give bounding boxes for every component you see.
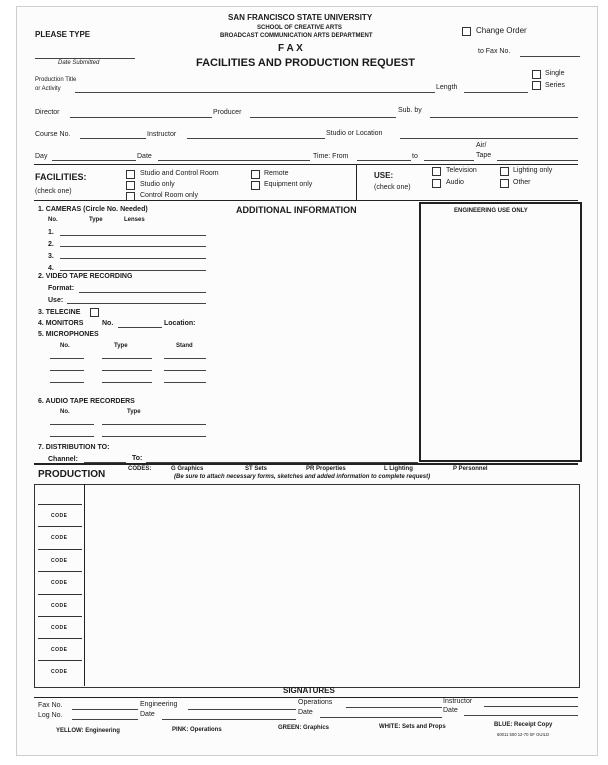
control-room-only-label: Control Room only — [140, 192, 198, 199]
or-activity-label: or Activity — [35, 86, 61, 92]
lighting-only-checkbox[interactable] — [500, 167, 509, 176]
engineering-sig-line[interactable] — [188, 709, 296, 710]
codes-label: CODES: — [128, 466, 152, 472]
camera-row-1: 1. — [48, 229, 54, 236]
monitors-label: 4. MONITORS — [38, 320, 84, 327]
course-no-line[interactable] — [80, 138, 146, 139]
equipment-only-label: Equipment only — [264, 181, 313, 188]
signatures-rule — [34, 697, 578, 698]
time-from-label: Time: From — [313, 153, 349, 160]
engineering-use-box — [419, 202, 582, 462]
code-graphics: G Graphics — [171, 466, 204, 472]
director-line[interactable] — [70, 117, 212, 118]
telecine-checkbox[interactable] — [90, 308, 99, 317]
operations-date-line[interactable] — [320, 717, 442, 718]
log-no-line[interactable] — [72, 719, 138, 720]
fax-no-label: Fax No. — [38, 702, 63, 709]
camera-line-2[interactable] — [60, 246, 206, 247]
sub-by-line[interactable] — [430, 117, 578, 118]
instructor-sig-line[interactable] — [484, 706, 578, 707]
television-label: Television — [446, 167, 477, 174]
day-line[interactable] — [52, 160, 136, 161]
code-cell-label: CODE — [51, 513, 68, 519]
producer-line[interactable] — [250, 117, 396, 118]
production-note: (Be sure to attach necessary forms, sketches and added information to complete request) — [174, 474, 431, 480]
fax-no-line[interactable] — [72, 709, 138, 710]
length-label: Length — [436, 84, 458, 91]
mic-no-header: No. — [60, 343, 70, 349]
cameras-type-header: Type — [89, 217, 103, 223]
change-order-label: Change Order — [476, 26, 527, 35]
code-lighting: L Lighting — [384, 466, 413, 472]
change-order-checkbox[interactable] — [462, 27, 471, 36]
time-to-label: to — [412, 153, 418, 160]
date-submitted-line[interactable] — [35, 58, 135, 59]
cameras-lenses-header: Lenses — [124, 217, 145, 223]
date-label: Date — [137, 153, 152, 160]
monitors-no-label: No. — [102, 320, 114, 327]
to-fax-no-label: to Fax No. — [478, 48, 511, 55]
vtr-use-label: Use: — [48, 297, 64, 304]
studio-control-room-label: Studio and Control Room — [140, 170, 219, 177]
tape-label: Tape — [476, 152, 492, 159]
form-number: 60011 500 12-70 SF GUILD — [497, 733, 549, 738]
use-divider — [356, 164, 357, 200]
camera-line-1[interactable] — [60, 235, 206, 236]
code-cell[interactable] — [38, 526, 82, 548]
television-checkbox[interactable] — [432, 167, 441, 176]
air-tape-line[interactable] — [497, 160, 578, 161]
microphones-heading: 5. MICROPHONES — [38, 331, 99, 338]
atr-type-header: Type — [127, 409, 141, 415]
series-label: Series — [545, 82, 565, 89]
length-line[interactable] — [464, 92, 528, 93]
other-checkbox[interactable] — [500, 179, 509, 188]
code-cell-label: CODE — [51, 625, 68, 631]
facilities-top-rule — [34, 164, 578, 165]
mic-stand-line[interactable] — [164, 382, 206, 383]
audio-label: Audio — [446, 179, 464, 186]
code-cell-label: CODE — [51, 535, 68, 541]
distribution-to-label: To: — [132, 455, 143, 462]
production-label: PRODUCTION — [38, 469, 106, 480]
studio-control-room-checkbox[interactable] — [126, 170, 135, 179]
white-copy-label: WHITE: Sets and Props — [379, 724, 446, 730]
operations-sig-label: Operations — [298, 699, 333, 706]
lighting-only-label: Lighting only — [513, 167, 553, 174]
instructor-date-label: Date — [443, 707, 458, 714]
cameras-heading: 1. CAMERAS (Circle No. Needed) — [38, 206, 148, 213]
camera-row-3: 3. — [48, 253, 54, 260]
air-label: Air/ — [476, 142, 487, 149]
production-title-label: Production Title — [35, 77, 77, 83]
engineering-sig-label: Engineering — [140, 701, 178, 708]
code-cell[interactable] — [38, 549, 82, 571]
format-line[interactable] — [79, 292, 206, 293]
instructor-label: Instructor — [147, 131, 177, 138]
camera-line-4[interactable] — [60, 270, 206, 271]
facilities-check-one: (check one) — [35, 188, 72, 195]
mic-no-line[interactable] — [50, 358, 84, 359]
atr-no-line[interactable] — [50, 436, 94, 437]
atr-type-line[interactable] — [102, 436, 206, 437]
other-label: Other — [513, 179, 531, 186]
audio-checkbox[interactable] — [432, 179, 441, 188]
vtr-heading: 2. VIDEO TAPE RECORDING — [38, 273, 133, 280]
use-check-one: (check one) — [374, 184, 411, 191]
instructor-date-line[interactable] — [464, 715, 578, 716]
single-label: Single — [545, 70, 565, 77]
form-title: FACILITIES AND PRODUCTION REQUEST — [196, 57, 415, 69]
date-submitted-label: Date Submitted — [58, 60, 100, 66]
cameras-no-header: No. — [48, 217, 58, 223]
mic-no-line[interactable] — [50, 382, 84, 383]
code-cell-label: CODE — [51, 647, 68, 653]
pink-copy-label: PINK: Operations — [172, 727, 222, 733]
date-line[interactable] — [158, 160, 310, 161]
yellow-copy-label: YELLOW: Engineering — [56, 728, 120, 734]
code-cell[interactable] — [38, 571, 82, 593]
remote-label: Remote — [264, 170, 289, 177]
code-cell[interactable] — [38, 616, 82, 638]
atr-no-line[interactable] — [50, 424, 94, 425]
remote-checkbox[interactable] — [251, 170, 260, 179]
course-no-label: Course No. — [35, 131, 71, 138]
vtr-use-line[interactable] — [67, 303, 206, 304]
engineering-date-line[interactable] — [162, 719, 296, 720]
fax-heading: F A X — [278, 43, 303, 54]
monitors-location-label: Location: — [164, 320, 196, 327]
code-cell-label: CODE — [51, 558, 68, 564]
code-column-divider — [84, 484, 85, 686]
blue-copy-label: BLUE: Receipt Copy — [494, 722, 553, 728]
audio-tape-recorders-heading: 6. AUDIO TAPE RECORDERS — [38, 398, 135, 405]
signatures-heading: SIGNATURES — [283, 686, 335, 695]
production-title-line[interactable] — [75, 92, 435, 93]
to-fax-no-line[interactable] — [520, 56, 580, 57]
studio-location-line[interactable] — [400, 138, 578, 139]
studio-only-checkbox[interactable] — [126, 181, 135, 190]
mic-type-header: Type — [114, 343, 128, 349]
production-top-rule — [34, 463, 578, 465]
code-cell[interactable] — [38, 660, 82, 682]
production-area[interactable] — [34, 484, 580, 688]
mic-type-line[interactable] — [102, 370, 152, 371]
code-cell[interactable] — [38, 638, 82, 660]
code-cell-label: CODE — [51, 603, 68, 609]
mic-stand-line[interactable] — [164, 370, 206, 371]
monitors-no-line[interactable] — [118, 327, 162, 328]
engineering-date-label: Date — [140, 711, 155, 718]
instructor-line[interactable] — [187, 138, 325, 139]
facilities-label: FACILITIES: — [35, 172, 87, 182]
atr-type-line[interactable] — [102, 424, 206, 425]
code-cell[interactable] — [38, 594, 82, 616]
day-label: Day — [35, 153, 48, 160]
time-from-line[interactable] — [357, 160, 411, 161]
operations-date-label: Date — [298, 709, 313, 716]
code-cell-label: CODE — [51, 669, 68, 675]
time-to-line[interactable] — [424, 160, 474, 161]
school-name: SCHOOL OF CREATIVE ARTS — [257, 25, 342, 31]
department-name: BROADCAST COMMUNICATION ARTS DEPARTMENT — [220, 33, 373, 39]
camera-line-3[interactable] — [60, 258, 206, 259]
director-label: Director — [35, 109, 60, 116]
mic-type-line[interactable] — [102, 358, 152, 359]
code-properties: PR Properties — [306, 466, 346, 472]
use-label: USE: — [374, 171, 394, 180]
facilities-bottom-rule — [34, 200, 578, 201]
instructor-sig-label: Instructor — [443, 698, 473, 705]
distribution-heading: 7. DISTRIBUTION TO: — [38, 444, 110, 451]
camera-row-2: 2. — [48, 241, 54, 248]
mic-stand-header: Stand — [176, 343, 193, 349]
producer-label: Producer — [213, 109, 242, 116]
sub-by-label: Sub. by — [398, 107, 422, 114]
mic-type-line[interactable] — [102, 382, 152, 383]
format-label: Format: — [48, 285, 75, 292]
telecine-label: 3. TELECINE — [38, 309, 81, 316]
please-type-label: PLEASE TYPE — [35, 30, 91, 39]
additional-information-heading: ADDITIONAL INFORMATION — [236, 205, 357, 215]
equipment-only-checkbox[interactable] — [251, 181, 260, 190]
mic-stand-line[interactable] — [164, 358, 206, 359]
code-sets: ST Sets — [245, 466, 268, 472]
code-cell-label: CODE — [51, 580, 68, 586]
code-cell[interactable] — [38, 504, 82, 526]
operations-sig-line[interactable] — [346, 707, 442, 708]
atr-no-header: No. — [60, 409, 70, 415]
channel-label: Channel: — [48, 456, 78, 463]
log-no-label: Log No. — [38, 712, 63, 719]
series-checkbox[interactable] — [532, 81, 541, 90]
camera-row-4: 4. — [48, 265, 54, 272]
green-copy-label: GREEN: Graphics — [278, 725, 330, 731]
single-checkbox[interactable] — [532, 70, 541, 79]
university-name: SAN FRANCISCO STATE UNIVERSITY — [228, 13, 373, 22]
mic-no-line[interactable] — [50, 370, 84, 371]
engineering-use-only-label: ENGINEERING USE ONLY — [454, 208, 528, 214]
code-personnel: P Personnel — [453, 466, 488, 472]
studio-or-location-label: Studio or Location — [326, 130, 383, 137]
studio-only-label: Studio only — [140, 181, 175, 188]
